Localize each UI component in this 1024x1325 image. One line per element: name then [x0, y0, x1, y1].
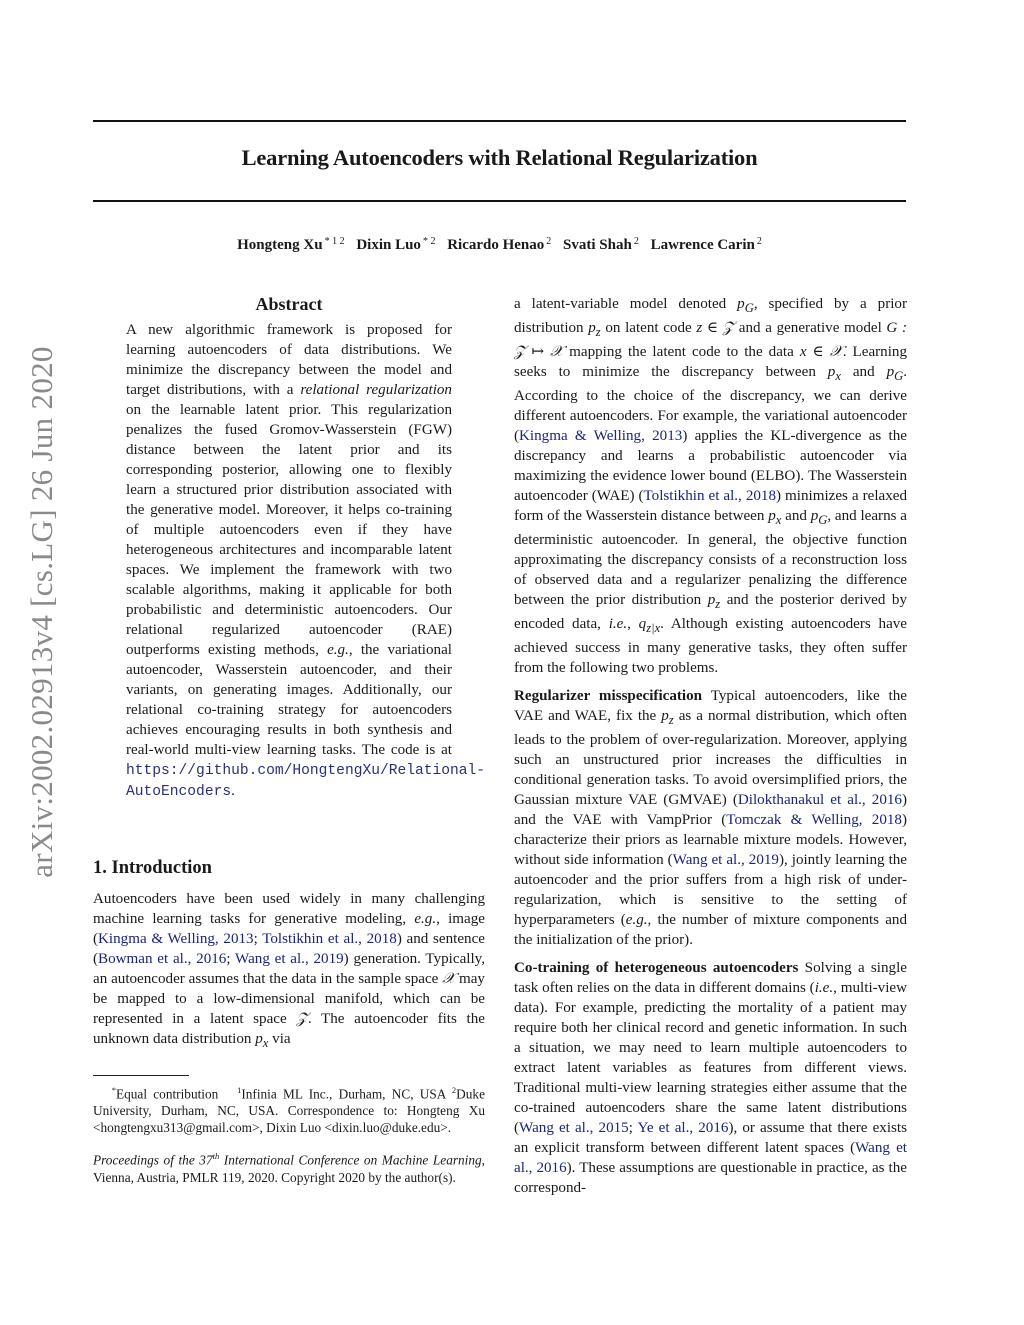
paragraph-heading: Co-training of heterogeneous autoencoders	[514, 960, 799, 977]
text: Equal contribution	[116, 1086, 219, 1102]
text: . According to the choice of the discrepancy, we can derive different autoencoders. For example, the variational autoencoder (	[514, 364, 908, 445]
citation-link[interactable]: Tolstikhin et al., 2018	[262, 931, 397, 947]
math-var: p	[886, 364, 895, 381]
paragraph	[514, 294, 907, 678]
math-symbol	[886, 364, 904, 384]
math-subscript: G	[818, 513, 828, 528]
author-name: Ricardo Henao	[447, 237, 545, 253]
paragraph-co-training	[514, 958, 907, 1198]
author-affiliation: 2	[546, 236, 552, 247]
math-var: p	[827, 364, 836, 381]
math-subscript: x	[775, 513, 782, 528]
text: International Conference on Machine Learning	[219, 1152, 482, 1168]
text: ) and the VAE with VampPrior (	[514, 792, 907, 829]
citation-link[interactable]: Ye et al., 2016	[637, 1120, 729, 1137]
footnote-proceedings	[93, 1148, 485, 1185]
text: . Learning seeks to minimize the discrepancy between	[514, 344, 907, 381]
text: and a generative model	[734, 320, 887, 337]
math-symbol	[737, 296, 754, 316]
text: mapping the latent code to the data	[563, 344, 800, 361]
text: ), jointly learning the autoencoder and the prior suffers from a high risk of under-regularization, which is sensitive to the setting of hyperparameters (	[514, 852, 908, 929]
text: ;	[226, 951, 236, 967]
author	[237, 237, 344, 253]
math-var: p	[588, 320, 596, 337]
footnote-marker: 1	[237, 1085, 242, 1096]
arxiv-stamp: arXiv:2002.02913v4 [cs.LG] 26 Jun 2020	[24, 346, 59, 878]
text: ;	[628, 1120, 638, 1137]
text: 37	[199, 1152, 213, 1168]
math-symbol: 𝒵	[296, 1011, 308, 1027]
author	[563, 237, 639, 253]
author-name: Dixin Luo	[356, 237, 421, 253]
text: ) generation. Typically, an autoencoder assumes that the data in the sample space	[93, 951, 485, 987]
text: ). These assumptions are questionable in practice, as the correspond-	[514, 1160, 908, 1197]
citation-link[interactable]: Bowman et al., 2016	[98, 951, 227, 967]
section-heading-introduction: 1. Introduction	[93, 858, 212, 878]
text: , image (	[93, 911, 485, 947]
ie-abbrev: i.e.	[814, 980, 834, 997]
intro-paragraph	[93, 889, 485, 1053]
text: Proceedings of the	[93, 1152, 200, 1168]
footnote-rule	[93, 1075, 189, 1076]
text: , and learns a deterministic autoencoder. In general, the objective function approximating the discrepancy consists of a reconstruction loss of observed data and a regularizer penalizing the difference between the prior distribution	[514, 508, 907, 609]
text: , the number of mixture components and the initialization of the prior).	[514, 912, 907, 949]
text: may be mapped to a low-dimensional manifold, which can be represented in a latent space	[93, 971, 485, 1027]
text: ), or assume that there exists an explicit transform between different latent spaces (	[514, 1120, 907, 1157]
math-symbol	[827, 364, 841, 384]
citation-link[interactable]: Wang et al., 2016	[514, 1140, 907, 1177]
math-var: p	[737, 296, 745, 312]
abstract-heading: Abstract	[255, 294, 323, 314]
text: ,	[627, 616, 639, 633]
math-subscript: z	[715, 597, 721, 612]
math-subscript: x	[262, 1036, 269, 1051]
author-list	[93, 236, 906, 254]
author	[447, 237, 551, 253]
title-rule-top	[93, 120, 906, 122]
citation-link[interactable]: Kingma & Welling, 2013	[98, 931, 254, 947]
text: a latent-variable model denoted	[514, 296, 738, 312]
math-symbol: G : 𝒵 ↦ 𝒳	[514, 320, 907, 361]
math-var: p	[661, 708, 669, 725]
math-subscript: G	[744, 301, 754, 316]
author-affiliation: 2	[633, 236, 639, 247]
text: ) applies the KL-divergence as the discrepancy and learns a probabilistic autoencoder via maximizing the evidence lower bound (ELBO). The Wasserstein autoencoder (WAE) (	[514, 428, 907, 505]
text: ) and sentence (	[93, 931, 485, 967]
text: . The autoencoder fits the unknown data distribution	[93, 1011, 485, 1047]
math-var: q	[638, 616, 647, 633]
eg-abbrev: e.g.	[625, 912, 648, 929]
paper-title: Learning Autoencoders with Relational Regularization	[241, 145, 758, 170]
footnote-marker: 2	[451, 1085, 457, 1096]
ie-abbrev: i.e.	[608, 616, 628, 633]
text: and	[840, 364, 887, 381]
math-var: p	[768, 508, 776, 525]
text: on the learnable latent prior. This regularization penalizes the fused Gromov-Wasserstein (FGW) distance between the latent prior and its corresponding posterior, allowing one to flexibly learn a structured prior distribution associated with the generative model. Moreover, it helps co-training of multiple autoencoders even if they have heterogeneous architectures and incomparable latent spaces. We implement the framework with two scalable algorithms, making it applicable for both probabilistic and deterministic autoencoders. Our relational regularized autoencoder (RAE) outperforms existing methods,	[126, 402, 452, 658]
text: th	[212, 1151, 220, 1162]
right-column	[514, 294, 907, 1198]
math-symbol	[768, 508, 782, 528]
math-symbol: x ∈ 𝒳	[799, 344, 843, 361]
math-var: p	[255, 1031, 263, 1047]
author-affiliation: 2	[756, 236, 762, 247]
paragraph-regularizer-misspecification	[514, 686, 907, 950]
text: Infinia ML Inc., Durham, NC, USA	[241, 1086, 452, 1102]
math-subscript: x	[835, 369, 841, 384]
text: , the variational autoencoder, Wasserstein autoencoder, and their variants, on generating images. Additionally, our relational co-training strategy for autoencoders achieves encouraging results in both synthesis and real-world multi-view learning tasks. The code is at	[126, 642, 452, 758]
paragraph-heading: Regularizer misspecification	[514, 688, 703, 705]
author-name: Hongteng Xu	[237, 237, 323, 253]
text: Duke University, Durham, NC, USA. Correspondence to: Hongteng Xu <hongtengxu313@gmail.com>, Dixin Luo <dixin.luo@duke.edu>.	[93, 1086, 485, 1136]
math-subscript: G	[894, 369, 904, 384]
math-var: p	[707, 592, 716, 609]
math-symbol	[638, 616, 661, 636]
math-symbol: 𝒳	[442, 971, 456, 987]
title-rule-bottom	[93, 200, 906, 202]
citation-link[interactable]: Tomczak & Welling, 2018	[726, 812, 902, 829]
text: Typical autoencoders, like the VAE and WAE, fix the	[514, 688, 908, 725]
citation-link[interactable]: Tolstikhin et al., 2018	[643, 488, 777, 505]
citation-link[interactable]: Wang et al., 2019	[235, 951, 344, 967]
author	[651, 237, 762, 253]
author-name: Svati Shah	[563, 237, 632, 253]
code-repository-link[interactable]: https://github.com/HongtengXu/Relational-AutoEncoders	[126, 763, 486, 800]
text: Autoencoders have been used widely in many challenging machine learning tasks for generative modeling,	[93, 891, 485, 927]
text: . Although existing autoencoders have achieved success in many generative tasks, they often suffer from the following two problems.	[514, 616, 908, 677]
math-symbol	[810, 508, 828, 528]
text: A new algorithmic framework is proposed for learning autoencoders of data distributions. We minimize the discrepancy between the model and target distributions, with a	[126, 322, 452, 398]
text: and the posterior derived by encoded data,	[514, 592, 908, 633]
eg-abbrev: e.g.	[414, 911, 437, 927]
math-subscript: z	[668, 713, 674, 728]
text: .	[231, 783, 235, 799]
text: Solving a single task often relies on the data in different domains (	[514, 960, 907, 997]
text: , specified by a prior distribution	[514, 296, 907, 337]
citation-link[interactable]: Wang et al., 2015	[519, 1120, 629, 1137]
math-symbol	[588, 320, 601, 340]
text: ) minimizes a relaxed form of the Wasserstein distance between	[514, 488, 908, 525]
text: ;	[253, 931, 263, 947]
math-subscript: z|x	[646, 621, 661, 636]
math-subscript: z	[595, 325, 601, 340]
abstract-body	[126, 320, 486, 802]
text: , Vienna, Austria, PMLR 119, 2020. Copyright 2020 by the author(s).	[93, 1152, 485, 1185]
math-symbol: z ∈ 𝒵	[696, 320, 735, 337]
text: via	[268, 1031, 291, 1047]
math-symbol	[707, 592, 721, 612]
abstract	[126, 292, 486, 802]
citation-link[interactable]: Dilokthanakul et al., 2016	[737, 792, 902, 809]
eg-abbrev: e.g.	[327, 642, 349, 658]
text: , multi-view data). For example, predicting the mortality of a patient may require both her clinical record and genetic information. In such a situation, we may need to learn multiple autoencoders to extract latent variables as features from different views. Traditional multi-view learning strategies either assume that the co-trained autoencoders share the same latent distributions (	[514, 980, 908, 1137]
text: and	[781, 508, 811, 525]
footnote-marker: *	[111, 1085, 117, 1096]
author-affiliation: * 1 2	[324, 236, 345, 247]
math-var: p	[810, 508, 819, 525]
math-symbol	[255, 1031, 269, 1051]
footnote-affiliations	[93, 1082, 485, 1136]
citation-link[interactable]: Kingma & Welling, 2013	[519, 428, 683, 445]
citation-link[interactable]: Wang et al., 2019	[672, 852, 779, 869]
emphasis: relational regularization	[300, 382, 452, 398]
text: on latent code	[600, 320, 697, 337]
author	[356, 237, 435, 253]
text: as a normal distribution, which often leads to the problem of over-regularization. Moreover, applying such an unstructured prior increases the difficulties in conditional generation tasks. To avoid oversimplified priors, the Gaussian mixture VAE (GMVAE) (	[514, 708, 907, 809]
author-name: Lawrence Carin	[650, 237, 755, 253]
author-affiliation: * 2	[422, 236, 436, 247]
left-column	[93, 855, 485, 1186]
text: ) characterize their priors as learnable mixture models. However, without side information (	[514, 812, 907, 869]
math-symbol	[661, 708, 674, 728]
